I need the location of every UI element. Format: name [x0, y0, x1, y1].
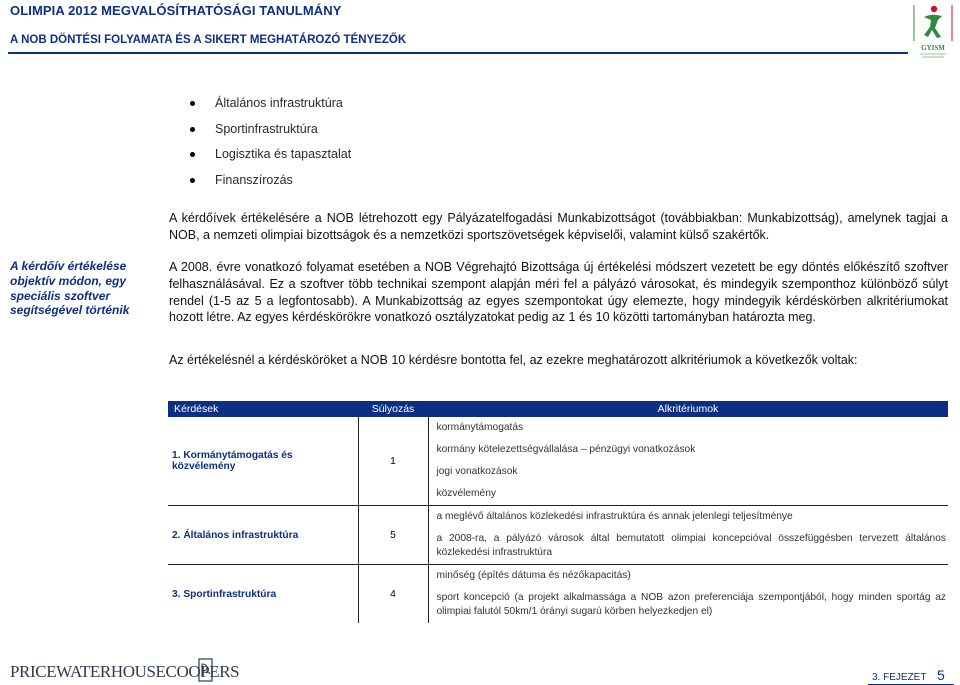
column-header-subcriteria: Alkritériumok [428, 401, 948, 417]
pwc-logo-graphic [10, 656, 240, 683]
paragraph-software-method: A 2008. évre vonatkozó folyamat esetében a NOB Végrehajtó Bizottsága új értékelési módszert vezetett be egy döntés előkészítő szoftver felhasználásával. Ez a szoftver több technikai szempont alapján méri fel a pályázó városokat, és mindegyik szemponthoz különböző súlyt rendel (1-5 az 5 a legfontosabb). A Munkabizottság az egyes szempontokat úgy elemezte, hogy mindegyik kérdéskörben alkritériumokat hozott létre. Az egyes kérdéskörökre vonatkozó osztályzatokat pedig az 1 és 10 közötti tartományban határozta meg. [169, 260, 948, 325]
document-title: OLIMPIA 2012 MEGVALÓSÍTHATÓSÁGI TANULMÁNY [10, 3, 342, 18]
bullet-label: Sportinfrastruktúra [215, 121, 318, 136]
company-name: PRICEWATERHOUSECOOPERS [10, 662, 240, 681]
question-cell: 2. Általános infrastruktúra [168, 506, 358, 565]
criteria-bullet-list [185, 96, 351, 198]
criteria-table [168, 401, 948, 623]
subcriterion-cell: minőség (építés dátuma és nézőkapacitás) [428, 565, 948, 588]
subcriterion-cell: jogi vonatkozások [436, 466, 518, 477]
paragraph-table-intro: Az értékelésnél a kérdésköröket a NOB 10 kérdésre bontotta fel, az ezekre meghatározott alkritériumok a következők voltak: [169, 353, 858, 367]
column-header-weight: Súlyozás [358, 401, 428, 417]
table-row [168, 506, 948, 529]
bullet-label: Általános infrastruktúra [215, 96, 343, 110]
bullet-item [185, 96, 351, 122]
bullet-label: Logisztika és tapasztalat [215, 147, 352, 161]
bullet-icon [190, 152, 195, 157]
margin-note: A kérdőív értékelése objektív módon, egy speciális szoftver segítségével történik [10, 259, 130, 318]
gyism-logo-graphic [910, 1, 956, 59]
document-subtitle: A NOB DÖNTÉSI FOLYAMATA ÉS A SIKERT MEGHATÁROZÓ TÉNYEZŐK [10, 34, 407, 46]
weight-cell: 5 [358, 506, 428, 565]
page-number: 5 [937, 667, 945, 683]
subcriterion-cell: kormánytámogatás [436, 422, 524, 433]
subcriterion-cell: a 2008-ra, a pályázó városok által bemutatott olimpiai koncepcióval összefüggésben tervezett általános közlekedési infrastruktúra [436, 533, 946, 558]
subcriterion-cell: a meglévő általános közlekedési infrastruktúra és annak jelenlegi teljesítménye [428, 506, 948, 529]
bullet-icon [190, 101, 195, 106]
table-header-row [168, 401, 948, 417]
bullet-label: Finanszírozás [215, 172, 293, 187]
logo-text: GYISM [921, 44, 945, 52]
bullet-item [185, 122, 351, 148]
weight-cell: 1 [358, 417, 428, 506]
question-cell: 1. Kormánytámogatás és közvélemény [172, 450, 293, 472]
weight-cell: 4 [358, 565, 428, 624]
question-cell: 3. Sportinfrastruktúra [168, 565, 358, 624]
table-row [168, 565, 948, 588]
bullet-item [185, 147, 351, 173]
bullet-item [185, 173, 351, 199]
table-row [168, 417, 948, 439]
paragraph-working-group: A kérdőívek értékelésére a NOB létrehozott egy Pályázatelfogadási Munkabizottságot (továbbiakban: Munkabizottság), amelynek tagjai a NOB, a nemzeti olimpiai bizottságok és a nemzetközi sportszövetségek képviselői, valamint külső szakértők. [169, 211, 948, 242]
pwc-logo [10, 656, 240, 683]
subcriterion-cell: kormány kötelezettségvállalása – pénzügyi vonatkozások [436, 444, 696, 455]
subcriterion-cell: sport koncepció (a projekt alkalmassága a NOB azon preferenciája szempontjából, hogy minden sportág az olimpiai falutól 50km/1 órányi sugarú körben helyezkedjen el) [436, 592, 946, 617]
bullet-icon [190, 127, 195, 132]
subcriterion-cell: közvélemény [436, 488, 496, 499]
column-header-questions: Kérdések [168, 401, 358, 417]
bullet-icon [190, 178, 195, 183]
gyism-logo-icon [910, 1, 956, 59]
header-divider [8, 52, 908, 54]
chapter-label: 3. FEJEZET [872, 672, 927, 683]
